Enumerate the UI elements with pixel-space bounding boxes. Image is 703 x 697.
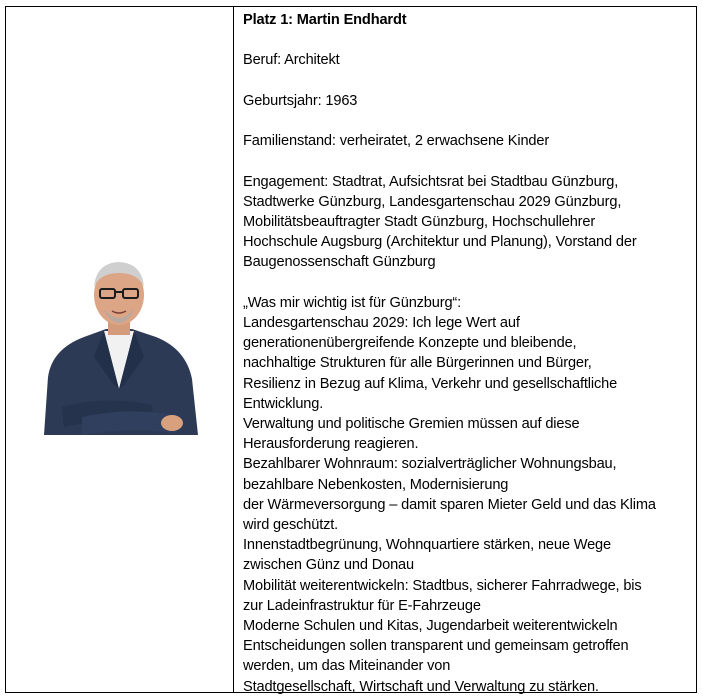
statement-line: Verwaltung und politische Gremien müssen auf diese [243,415,580,432]
engagement-line: Mobilitätsbeauftragter Stadt Günzburg, Hochschullehrer [243,213,596,230]
candidate-table [5,6,697,693]
statement-line: Resilienz in Bezug auf Klima, Verkehr und gesellschaftliche [243,375,618,392]
statement-line: Landesgartenschau 2029: Ich lege Wert auf [243,314,520,331]
statement-line: bezahlbare Nebenkosten, Modernisierung [243,476,509,493]
statement-line: der Wärmeversorgung – damit sparen Mieter Geld und das Klima [243,496,656,513]
statement-line: Mobilität weiterentwickeln: Stadtbus, sicherer Fahrradwege, bis [243,577,642,594]
statement-block [243,293,691,697]
statement-line: generationenübergreifende Konzepte und bleibende, [243,335,577,352]
statement-line: Stadtgesellschaft, Wirtschaft und Verwaltung zu stärken. [243,678,599,695]
statement-line: zur Ladeinfrastruktur für E-Fahrzeuge [243,597,481,614]
familienstand: Familienstand: verheiratet, 2 erwachsene Kinder [243,133,550,150]
statement-line: Herausforderung reagieren. [243,436,419,453]
candidate-title: Platz 1: Martin Endhardt [243,12,407,28]
engagement-line: Engagement: Stadtrat, Aufsichtsrat bei Stadtbau Günzburg, [243,173,619,190]
candidate-details [243,10,691,697]
statement-line: „Was mir wichtig ist für Günzburg“: [243,294,462,311]
statement-line: Innenstadtbegrünung, Wohnquartiere stärken, neue Wege [243,537,611,554]
candidate-portrait [34,257,204,435]
statement-line: Moderne Schulen und Kitas, Jugendarbeit weiterentwickeln [243,618,618,635]
statement-line: nachhaltige Strukturen für alle Bürgerinnen und Bürger, [243,355,592,372]
engagement-line: Hochschule Augsburg (Architektur und Planung), Vorstand der [243,234,637,251]
statement-line: werden, um das Miteinander von [243,658,451,675]
statement-line: Entscheidungen sollen transparent und gemeinsam getroffen [243,638,629,655]
engagement-line: Baugenossenschaft Günzburg [243,254,436,271]
column-divider [233,7,234,692]
photo-cell [6,7,233,692]
statement-line: Entwicklung. [243,395,324,412]
statement-line: wird geschützt. [243,517,339,533]
engagement-block [243,172,691,273]
beruf: Beruf: Architekt [243,52,340,69]
statement-line: Bezahlbarer Wohnraum: sozialverträglicher Wohnungsbau, [243,456,617,473]
engagement-line: Stadtwerke Günzburg, Landesgartenschau 2029 Günzburg, [243,193,622,210]
statement-line: zwischen Günz und Donau [243,557,414,574]
geburtsjahr: Geburtsjahr: 1963 [243,92,358,109]
